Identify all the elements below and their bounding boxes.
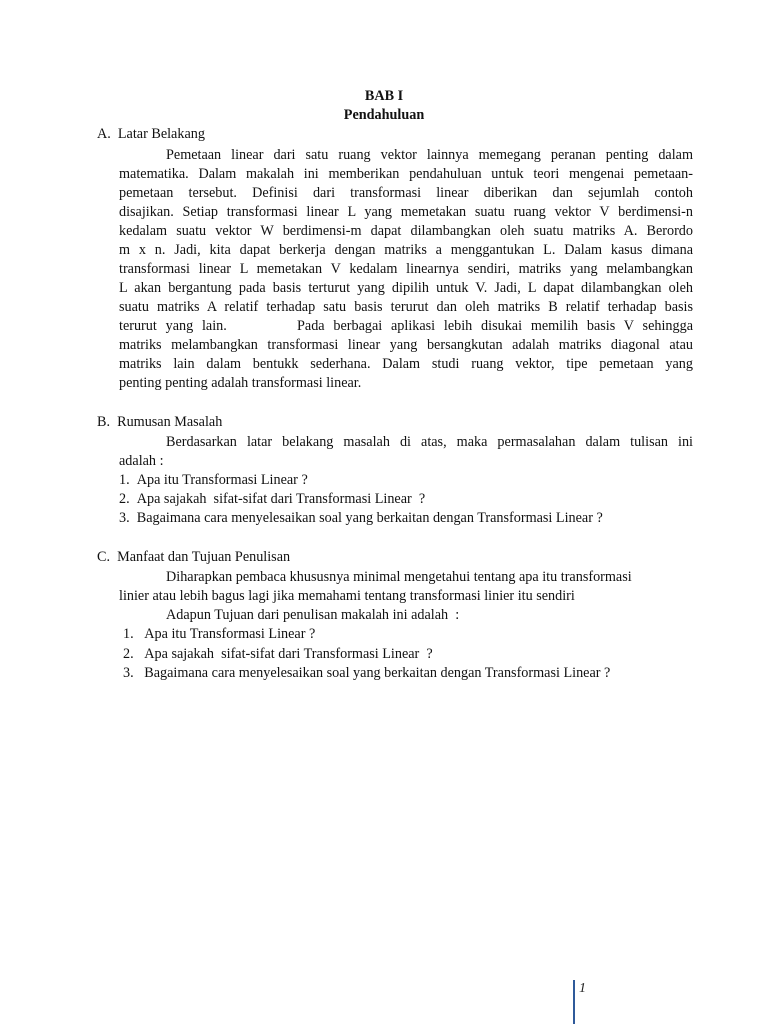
section-a-line: suatu matriks A relatif terhadap satu basis terurut dan oleh matriks B relatif terhadap basis [119, 299, 693, 315]
section-b-line: adalah : [119, 453, 164, 469]
section-a-heading: A. Latar Belakang [97, 126, 205, 142]
list-item: 1. Apa itu Transformasi Linear ? [123, 626, 316, 642]
section-c-line: Adapun Tujuan dari penulisan makalah ini adalah : [166, 607, 460, 623]
chapter-label: BAB I [364, 88, 404, 104]
page-number-rule [573, 980, 575, 1024]
list-item: 2. Apa sajakah sifat-sifat dari Transformasi Linear ? [123, 646, 433, 662]
section-b-heading: B. Rumusan Masalah [97, 414, 223, 430]
section-a-line: L akan bergantung pada basis terturut yang dipilih untuk V. Jadi, L dapat dilambangkan oleh [119, 280, 693, 296]
section-a-line: Pemetaan linear dari satu ruang vektor lainnya memegang peranan penting dalam [166, 147, 693, 163]
page-number: 1 [579, 981, 586, 996]
list-item: 3. Bagaimana cara menyelesaikan soal yang berkaitan dengan Transformasi Linear ? [123, 665, 611, 681]
section-a-line: disajikan. Setiap transformasi linear L yang memetakan suatu ruang vektor V berdimensi-n [119, 204, 693, 220]
list-item: 3. Bagaimana cara menyelesaikan soal yang berkaitan dengan Transformasi Linear ? [119, 510, 603, 526]
section-a-line: kedalam suatu vektor W berdimensi-m dapat dilambangkan oleh suatu matriks A. Berordo [119, 223, 693, 239]
section-a-line: penting penting adalah transformasi linear. [119, 375, 362, 391]
section-a-line: matriks lain dalam bentukk sederhana. Dalam studi ruang vektor, tipe pemetaan yang [119, 356, 693, 372]
section-a-line: terurut yang lain. Pada berbagai aplikasi lebih disukai memilih basis V sehingga [119, 318, 693, 334]
list-item: 1. Apa itu Transformasi Linear ? [119, 472, 308, 488]
list-item: 2. Apa sajakah sifat-sifat dari Transformasi Linear ? [119, 491, 426, 507]
section-a-line: matriks melambangkan transformasi linear yang bersangkutan adalah matriks diagonal atau [119, 337, 693, 353]
section-a-line: transformasi linear L memetakan V kedalam linearnya sendiri, matriks yang melambangkan [119, 261, 693, 277]
page-title: Pendahuluan [343, 107, 425, 123]
section-a-line: m x n. Jadi, kita dapat berkerja dengan matriks a menggantukan L. Dalam kasus dimana [119, 242, 693, 258]
section-c-line: linier atau lebih bagus lagi jika memahami tentang transformasi linier itu sendiri [119, 588, 575, 604]
section-c-line: Diharapkan pembaca khususnya minimal mengetahui tentang apa itu transformasi [166, 569, 632, 585]
section-b-line: Berdasarkan latar belakang masalah di atas, maka permasalahan dalam tulisan ini [166, 434, 693, 450]
section-c-heading: C. Manfaat dan Tujuan Penulisan [97, 549, 291, 565]
section-a-line: pemetaan tersebut. Definisi dari transformasi linear diberikan dan sejumlah contoh [119, 185, 693, 201]
section-a-line: matematika. Dalam makalah ini memberikan pendahuluan untuk teori mengenai pemetaan- [119, 166, 693, 182]
